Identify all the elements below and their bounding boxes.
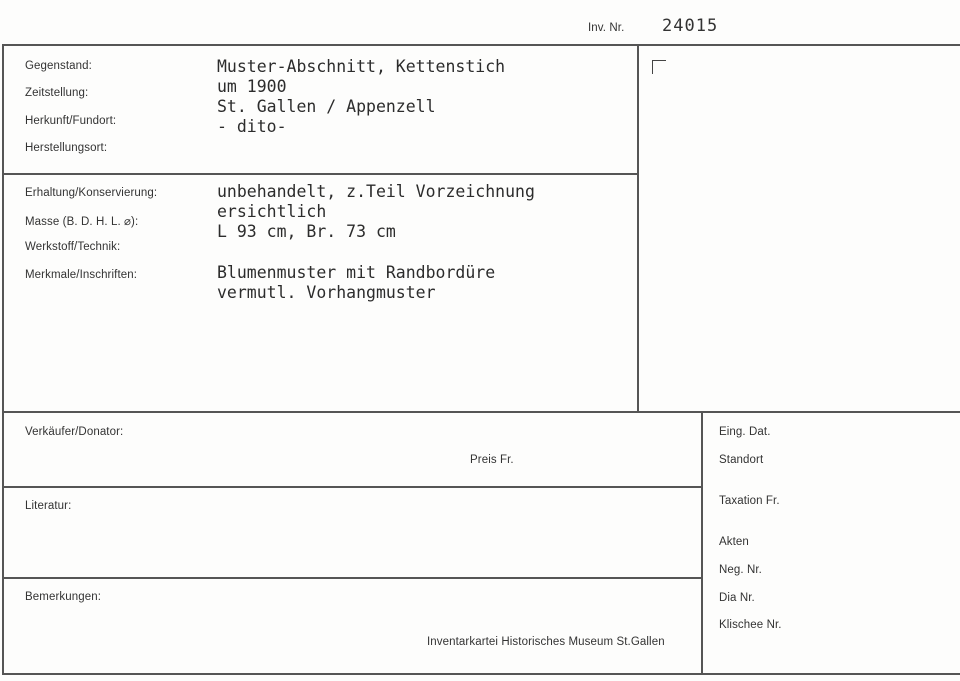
inv-number-label: Inv. Nr.: [588, 22, 625, 34]
value-herstellungsort: - dito-: [217, 117, 287, 136]
literature-divider: [2, 577, 702, 579]
inv-number-value: 24015: [662, 16, 719, 36]
label-klischee-nr: Klischee Nr.: [719, 619, 782, 631]
object-section-divider: [2, 173, 638, 175]
label-masse: Masse (B. D. H. L. ⌀):: [25, 216, 139, 228]
seller-divider: [2, 486, 702, 488]
value-erhaltung-line2: ersichtlich: [217, 202, 327, 221]
label-preis: Preis Fr.: [470, 454, 514, 466]
label-neg-nr: Neg. Nr.: [719, 564, 762, 576]
label-taxation: Taxation Fr.: [719, 495, 780, 507]
label-herstellungsort: Herstellungsort:: [25, 142, 108, 154]
label-herkunft: Herkunft/Fundort:: [25, 115, 117, 127]
label-werkstoff: Werkstoff/Technik:: [25, 241, 121, 253]
value-masse: L 93 cm, Br. 73 cm: [217, 222, 396, 241]
admin-column-border: [701, 411, 703, 674]
value-zeitstellung: um 1900: [217, 77, 287, 96]
image-panel-border: [637, 44, 639, 412]
photo-corner-mark: [652, 60, 666, 74]
main-divider: [2, 411, 960, 413]
label-bemerkungen: Bemerkungen:: [25, 591, 101, 603]
footer-institution: Inventarkartei Historisches Museum St.Gallen: [427, 636, 665, 648]
label-gegenstand: Gegenstand:: [25, 60, 92, 72]
label-dia-nr: Dia Nr.: [719, 592, 755, 604]
label-standort: Standort: [719, 454, 764, 466]
label-zeitstellung: Zeitstellung:: [25, 87, 89, 99]
condition-typed-values: [217, 182, 535, 242]
features-typed-values: [217, 263, 495, 303]
left-border: [2, 44, 4, 674]
label-merkmale: Merkmale/Inschriften:: [25, 269, 138, 281]
bottom-border: [2, 673, 960, 675]
value-merkmale-line1: Blumenmuster mit Randbordüre: [217, 263, 496, 282]
object-typed-values: [217, 57, 505, 137]
label-literatur: Literatur:: [25, 500, 72, 512]
header-divider: [2, 44, 960, 46]
label-akten: Akten: [719, 536, 749, 548]
value-erhaltung-line1: unbehandelt, z.Teil Vorzeichnung: [217, 182, 535, 201]
value-merkmale-line2: vermutl. Vorhangmuster: [217, 283, 436, 302]
label-erhaltung: Erhaltung/Konservierung:: [25, 187, 158, 199]
label-verkaeufer: Verkäufer/Donator:: [25, 426, 124, 438]
label-eing-dat: Eing. Dat.: [719, 426, 771, 438]
value-gegenstand: Muster-Abschnitt, Kettenstich: [217, 57, 506, 76]
value-herkunft: St. Gallen / Appenzell: [217, 97, 436, 116]
